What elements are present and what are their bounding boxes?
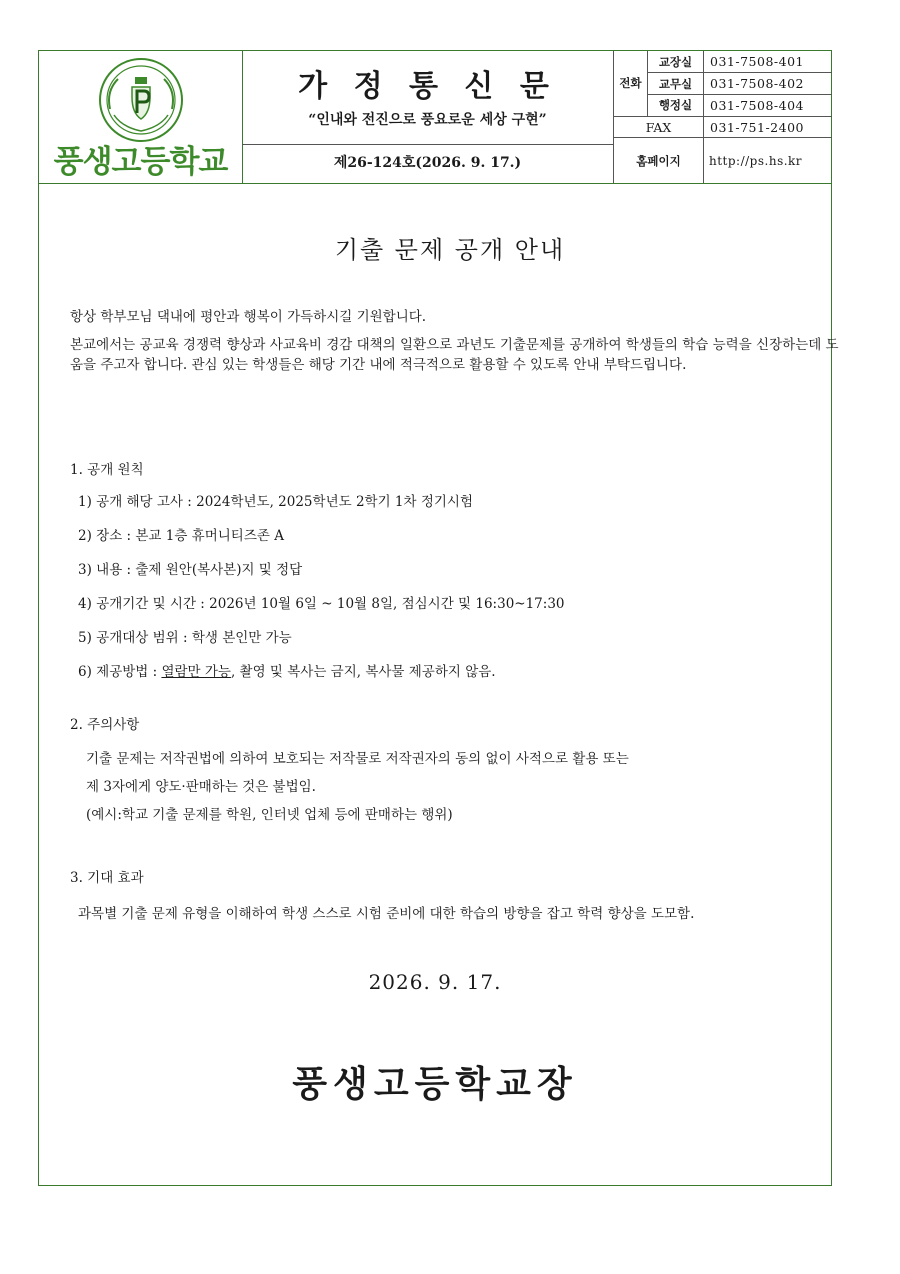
section-title-effect: 3. 기대 효과 [70, 870, 144, 886]
contact-label: 교무실 [648, 73, 704, 95]
contact-label: 행정실 [648, 94, 704, 116]
effect-text: 과목별 기출 문제 유형을 이해하여 학생 스스로 시험 준비에 대한 학습의 방향을 잡고 학력 향상을 도모함. [78, 906, 695, 922]
caution-example: (예시:학교 기출 문제를 학원, 인터넷 업체 등에 판매하는 행위) [86, 807, 453, 823]
contact-number: 031-7508-402 [704, 73, 833, 95]
list-item [78, 660, 565, 694]
newsletter-title: 가 정 통 신 문 [298, 69, 557, 104]
homepage-label: 홈페이지 [614, 138, 704, 183]
phone-label: 전화 [614, 51, 648, 116]
caution-line: 제 3자에게 양도·판매하는 것은 불법임. [86, 779, 316, 795]
list-item-prefix: 6) 제공방법 : [78, 664, 162, 680]
school-slogan: “인내와 전진으로 풍요로운 세상 구현” [308, 112, 547, 128]
issue-date: 2026. 9. 17. [368, 970, 502, 994]
caution-text [86, 745, 826, 829]
list-item: 5) 공개대상 범위 : 학생 본인만 가능 [78, 630, 292, 646]
contact-number: 031-7508-404 [704, 94, 833, 116]
purpose-paragraph: 본교에서는 공교육 경쟁력 향상과 사교육비 경감 대책의 일환으로 과년도 기출문제를 공개하여 학생들의 학습 능력을 신장하는데 도움을 주고자 합니다. 관심 있는 학생들은 해당 기간 내에 적극적으로 활용할 수 있도록 안내 부탁드립니다. [70, 337, 839, 373]
title-cell [242, 51, 614, 145]
contact-table [613, 51, 832, 183]
underlined-text: 열람만 가능 [161, 664, 231, 680]
principal-signature: 풍생고등학교장 [292, 1063, 578, 1105]
section-title-principles: 1. 공개 원칙 [70, 462, 144, 478]
contact-label: 교장실 [648, 51, 704, 73]
school-logo-cell [39, 51, 243, 183]
list-item: 1) 공개 해당 고사 : 2024학년도, 2025학년도 2학기 1차 정기시험 [78, 494, 473, 510]
document-heading: 기출 문제 공개 안내 [334, 236, 566, 264]
homepage-link[interactable]: http://ps.hs.kr [704, 138, 833, 183]
issue-number: 제26-124호(2026. 9. 17.) [242, 144, 614, 183]
section-title-caution: 2. 주의사항 [70, 717, 140, 733]
list-item: 2) 장소 : 본교 1층 휴머니티즈존 A [78, 528, 284, 544]
masthead [39, 51, 831, 184]
principles-list [78, 490, 565, 694]
greeting-paragraph: 항상 학부모님 댁내에 평안과 행복이 가득하시길 기원합니다. [70, 309, 427, 325]
school-emblem-icon [98, 57, 184, 143]
list-item: 4) 공개기간 및 시간 : 2026년 10월 6일 ~ 10월 8일, 점심시간 및 16:30~17:30 [78, 596, 565, 612]
fax-number: 031-751-2400 [704, 116, 833, 138]
school-name: 풍생고등학교 [53, 144, 228, 180]
list-item-suffix: , 촬영 및 복사는 금지, 복사물 제공하지 않음. [230, 664, 496, 680]
contact-number: 031-7508-401 [704, 51, 833, 73]
list-item: 3) 내용 : 출제 원안(복사본)지 및 정답 [78, 562, 303, 578]
fax-label: FAX [614, 116, 704, 138]
intro-text [70, 307, 840, 375]
caution-line: 기출 문제는 저작권법에 의하여 보호되는 저작물로 저작권자의 동의 없이 사적으로 활용 또는 [86, 751, 629, 767]
